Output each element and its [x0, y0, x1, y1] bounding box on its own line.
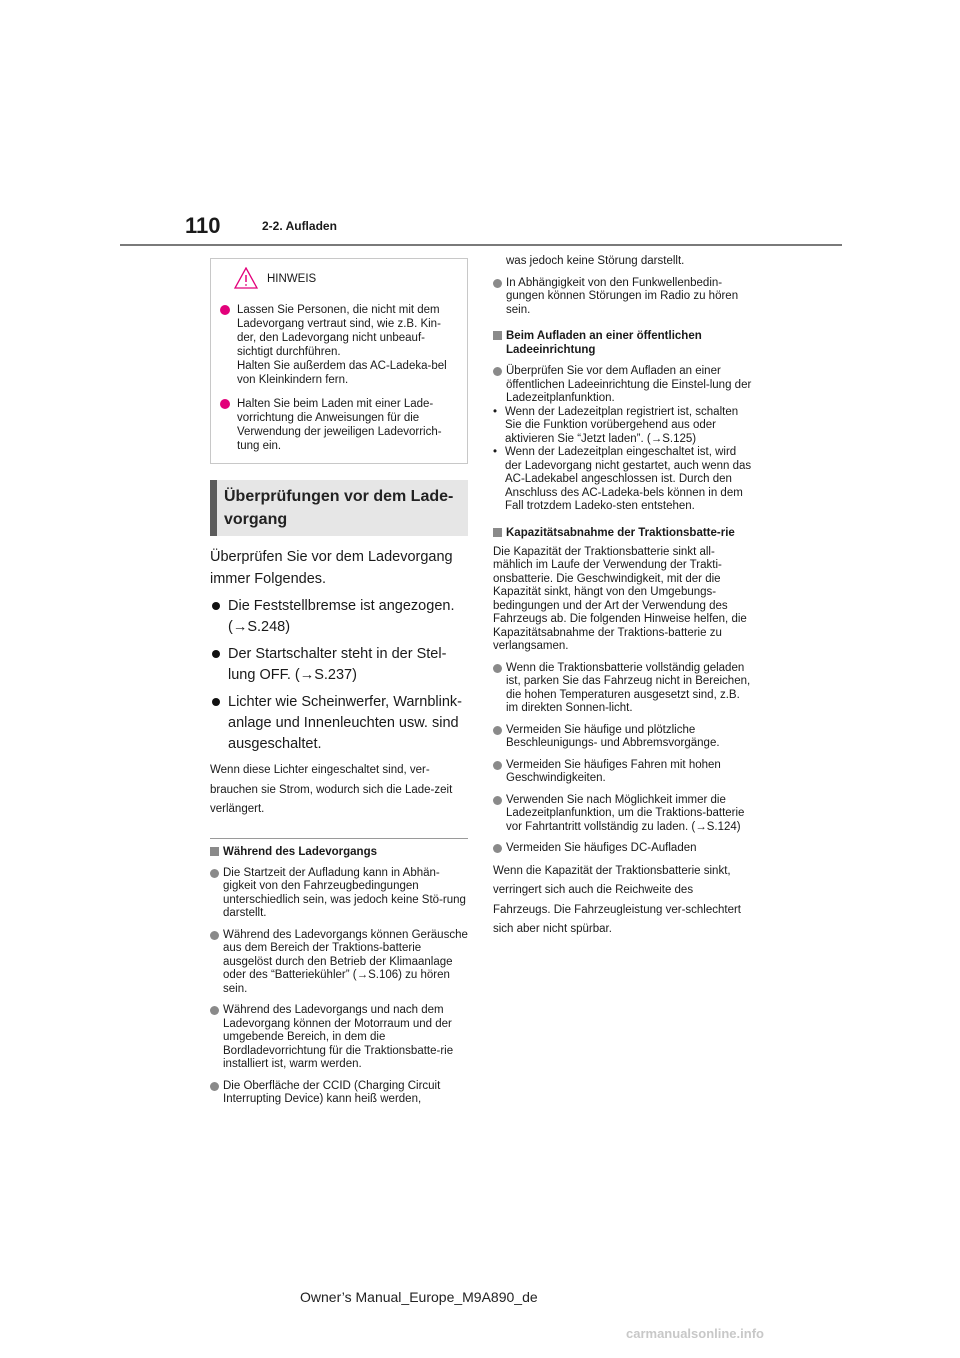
subsection-title [493, 329, 753, 357]
square-bullet-icon [210, 847, 219, 856]
bullet-icon [220, 305, 230, 315]
bullet-icon [493, 279, 502, 288]
check-item-text: Der Startschalter steht in der Stel-lung OFF. (→S.237) [228, 646, 447, 683]
check-item [210, 596, 468, 638]
dash-bullet-icon: • [493, 446, 498, 458]
list-item-text: In Abhängigkeit von den Funkwellenbedin-gungen können Störungen im Radio zu hören sein. [506, 276, 739, 316]
check-item-text: Lichter wie Scheinwerfer, Warnblink-anlage und Innenleuchten usw. sind ausgeschaltet. [228, 694, 462, 752]
bullet-icon [212, 650, 220, 658]
notice-title: HINWEIS [267, 273, 317, 285]
list-item [493, 842, 753, 856]
list-item-text: Die Startzeit der Aufladung kann in Abhän-gigkeit von den Fahrzeugbedingungen unterschiedlich sein, was jedoch keine Stö-rung darstellt. [223, 866, 466, 919]
warning-triangle-icon [234, 267, 258, 294]
list-item [210, 867, 468, 921]
notice-item [219, 303, 457, 387]
list-item-text: Verwenden Sie nach Möglichkeit immer die Ladezeitplanfunktion, um die Traktions-batterie vor Fahrtantritt vollständig zu laden. (→S.124) [506, 793, 745, 833]
bullet-icon [493, 761, 502, 770]
right-column [493, 255, 753, 940]
list-item-text: Vermeiden Sie häufiges DC-Aufladen [506, 842, 697, 854]
footer-text: Owner’s Manual_Europe_M9A890_de [300, 1289, 538, 1305]
list-item [493, 365, 753, 406]
bullet-icon [212, 698, 220, 706]
list-item [493, 794, 753, 835]
dash-bullet-icon: • [493, 405, 498, 418]
check-item [210, 692, 468, 755]
check-item-text: Die Feststellbremse ist angezogen. (→S.248) [228, 598, 455, 635]
list-item [210, 929, 468, 997]
list-item-text: Überprüfen Sie vor dem Aufladen an einer öffentlichen Ladeeinrichtung die Einstel-lung der Ladezeitplanfunktion. [506, 365, 752, 404]
list-item-text: Vermeiden Sie häufiges Fahren mit hohen Geschwindigkeiten. [506, 758, 721, 784]
notice-header [219, 267, 457, 293]
list-item-text: Vermeiden Sie häufige und plötzliche Beschleunigungs- und Abbremsvorgänge. [506, 723, 720, 749]
bullet-icon [493, 796, 502, 805]
notice-item [219, 397, 457, 453]
left-column [210, 258, 468, 1107]
subsection-title-text: Während des Ladevorgangs [223, 845, 378, 858]
bullet-icon [220, 399, 230, 409]
subsection-title-text: Beim Aufladen an einer öffentlichen Ladeeinrichtung [506, 330, 702, 356]
intro-text: Überprüfen Sie vor dem Ladevorgang immer Folgendes. [210, 549, 453, 587]
bullet-icon [493, 726, 502, 735]
continued-text: was jedoch keine Störung darstellt. [506, 255, 685, 267]
subsection-title [210, 845, 468, 859]
watermark: carmanualsonline.info [626, 1326, 764, 1341]
bullet-icon [493, 367, 502, 376]
square-bullet-icon [493, 331, 502, 340]
subsection-divider [210, 838, 468, 839]
bullet-icon [493, 844, 502, 853]
bullet-icon [210, 1082, 219, 1091]
section-title: 2-2. Aufladen [262, 219, 337, 233]
square-bullet-icon [493, 528, 502, 537]
dash-item-text: Wenn der Ladezeitplan eingeschaltet ist, wird der Ladevorgang nicht gestartet, auch wenn das AC-Ladekabel angeschlossen ist. Durch den Anschluss des AC-Ladeka-bels können in dem Fall trotzdem Ladeko-sten entstehen. [505, 446, 752, 512]
dash-item [493, 406, 753, 447]
bullet-icon [210, 1006, 219, 1015]
list-item [210, 1004, 468, 1072]
notice-item-extra: Halten Sie außerdem das AC-Ladeka-bel von Kleinkindern fern. [237, 360, 447, 386]
section-heading: Überprüfungen vor dem Lade-vorgang [210, 480, 468, 536]
list-item-text: Während des Ladevorgangs und nach dem Ladevorgang können der Motorraum und der umgebende Bereich, in dem die Bordladevorrichtung für die Traktionsbatte-rie installiert ist, warm werden. [223, 1004, 454, 1070]
checks-note: Wenn diese Lichter eingeschaltet sind, ver-brauchen sie Strom, wodurch sich die Lade-zeit verlängert. [210, 764, 453, 815]
check-item [210, 644, 468, 686]
closing-text: Wenn die Kapazität der Traktionsbatterie sinkt, verringert sich auch die Reichweite des Fahrzeugs. Die Fahrzeugleistung ver-schlechtert sich aber nicht spürbar. [493, 864, 742, 935]
list-item [493, 277, 753, 318]
bullet-icon [210, 931, 219, 940]
header-divider [120, 244, 842, 246]
list-item-text: Wenn die Traktionsbatterie vollständig geladen ist, parken Sie das Fahrzeug nicht in Bereichen, die hohen Temperaturen ausgesetzt sind, z.B. im direkten Sonnen-licht. [506, 661, 751, 714]
capacity-text: Die Kapazität der Traktionsbatterie sinkt all-mählich im Laufe der Verwendung der Trakti-onsbatterie. Die Geschwindigkeit, mit der die Kapazität sinkt, hängt von den Umgebungs-bedingungen und der Art der Verwendung des Fahrzeugs ab. Die folgenden Hinweise helfen, die Kapazitätsabnahme der Traktions-batterie zu verlangsamen. [493, 545, 747, 652]
dash-item-text: Wenn der Ladezeitplan registriert ist, schalten Sie die Funktion vorübergehend aus oder aktivieren Sie “Jetzt laden”. (→S.125) [505, 405, 739, 445]
notice-item-text: Lassen Sie Personen, die nicht mit dem Ladevorgang vertraut sind, wie z.B. Kin-der, den Ladevorgang nicht unbeauf-sichtigt durchführen. [237, 304, 441, 358]
list-item-text: Während des Ladevorgangs können Geräusche aus dem Bereich der Traktions-batterie ausgelöst durch den Betrieb der Klimaanlage oder des “Batteriekühler” (→S.106) zu hören sein. [223, 928, 468, 995]
dash-item [493, 446, 753, 514]
bullet-icon [210, 869, 219, 878]
list-item [493, 662, 753, 716]
notice-box [210, 258, 468, 464]
list-item [493, 724, 753, 751]
subsection-title [493, 526, 753, 540]
subsection-title-text: Kapazitätsabnahme der Traktionsbatte-rie [506, 526, 735, 539]
bullet-icon [212, 602, 220, 610]
page-number: 110 [185, 213, 221, 238]
notice-item-text: Halten Sie beim Laden mit einer Lade-vorrichtung die Anweisungen für die Verwendung der jeweiligen Ladevorrich-tung ein. [237, 398, 442, 452]
list-item-text: Die Oberfläche der CCID (Charging Circuit Interrupting Device) kann heiß werden, [223, 1079, 441, 1105]
bullet-icon [493, 664, 502, 673]
list-item [493, 759, 753, 786]
list-item [210, 1080, 468, 1107]
